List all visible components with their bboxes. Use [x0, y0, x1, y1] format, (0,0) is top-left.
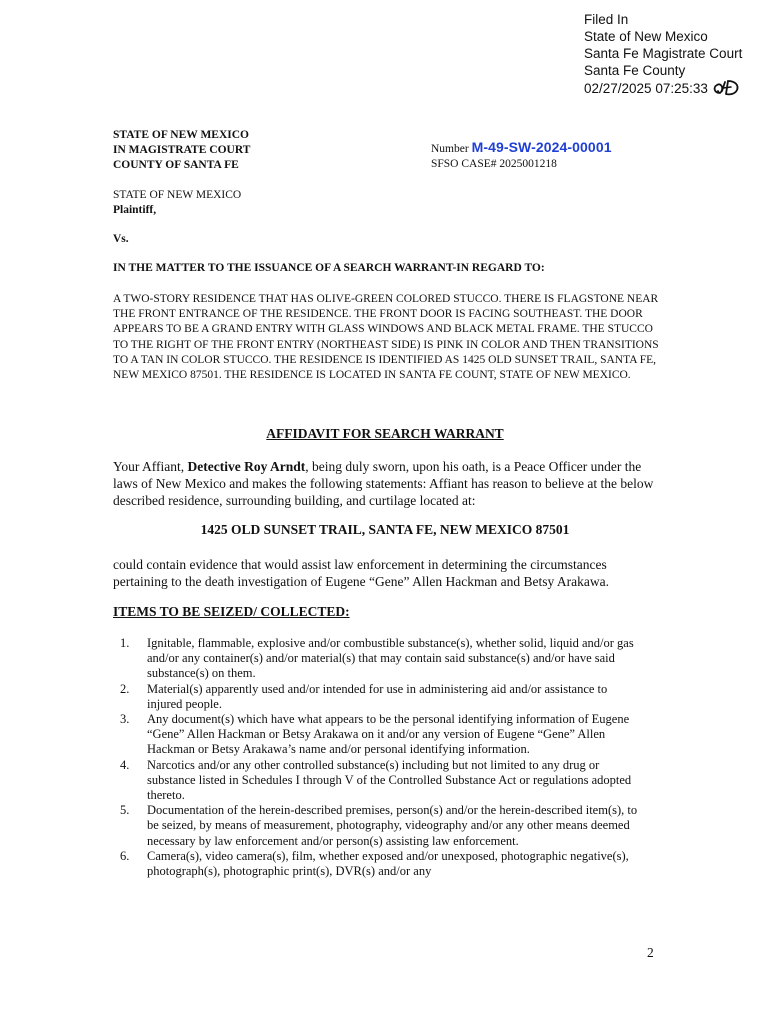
- affidavit-title: [0, 426, 770, 442]
- stamp-line: State of New Mexico: [584, 29, 708, 44]
- intro-after: , being duly sworn, upon his oath, is a Peace Officer under the laws of New Mexico and makes the following statements: Affiant has reason to believe at the below described residence, surrounding building, and curtilage located at:: [113, 459, 654, 508]
- case-number-value: M-49-SW-2024-00001: [471, 139, 612, 155]
- item-text: Material(s) apparently used and/or intended for use in administering aid and/or assistance to injured people.: [147, 681, 608, 711]
- item-number: 4.: [120, 757, 130, 772]
- court-line: IN MAGISTRATE COURT: [113, 144, 251, 156]
- list-item: [120, 682, 640, 712]
- stamp-line: Filed In: [584, 12, 629, 27]
- case-number-block: [431, 140, 612, 172]
- item-number: 3.: [120, 712, 130, 727]
- items-heading: ITEMS TO BE SEIZED/ COLLECTED:: [113, 604, 350, 619]
- stamp-timestamp: [584, 79, 742, 100]
- property-address: 1425 OLD SUNSET TRAIL, SANTA FE, NEW MEXICO 87501: [200, 522, 570, 537]
- list-item: [120, 803, 640, 849]
- page-number: 2: [647, 945, 654, 960]
- item-number: 1.: [120, 636, 130, 650]
- intro-before: Your Affiant,: [113, 459, 188, 474]
- item-text: Camera(s), video camera(s), film, whether exposed and/or unexposed, photographic negative(s), photograph(s), photographic print(s), DVR(s) and/or any: [147, 848, 629, 879]
- list-item: [120, 849, 640, 879]
- party-state: STATE OF NEW MEXICO: [113, 189, 242, 201]
- items-list: [120, 636, 640, 879]
- affiant-intro: [113, 458, 658, 509]
- item-text: Ignitable, flammable, explosive and/or combustible substance(s), whether solid, liquid and/or gas and/or any container(s) and/or material(s) that may contain said substance(s) and/or have said substance(s) on them.: [147, 636, 634, 681]
- party-plaintiff: Plaintiff,: [113, 204, 157, 216]
- item-number: 5.: [120, 803, 130, 818]
- list-item: [120, 712, 640, 758]
- stamp-line: Santa Fe County: [584, 63, 686, 78]
- court-caption: [113, 128, 250, 173]
- evidence-statement: could contain evidence that would assist law enforcement in determining the circumstances pertaining to the death investigation of Eugene “Gene” Allen Hackman and Betsy Arakawa.: [113, 557, 609, 589]
- court-line: COUNTY OF SANTA FE: [113, 159, 239, 171]
- sfso-case-number: SFSO CASE# 2025001218: [431, 158, 557, 170]
- court-line: STATE OF NEW MEXICO: [113, 129, 249, 141]
- affiant-name: Detective Roy Arndt: [187, 459, 306, 474]
- list-item: [120, 758, 640, 804]
- item-number: 2.: [120, 681, 130, 696]
- matter-title: IN THE MATTER TO THE ISSUANCE OF A SEARCH WARRANT-IN REGARD TO:: [113, 262, 545, 274]
- item-text: Narcotics and/or any other controlled substance(s) including but not limited to any drug or substance listed in Schedules I through V of the Controlled Substance Act or regulations adopted thereto.: [147, 757, 632, 803]
- list-item: [120, 636, 640, 682]
- residence-description: A TWO-STORY RESIDENCE THAT HAS OLIVE-GREEN COLORED STUCCO. THERE IS FLAGSTONE NEAR THE FRONT ENTRANCE OF THE RESIDENCE. THE FRONT DOOR IS FACING SOUTHEAST. THE DOOR APPEARS TO BE A GRAND ENTRY WITH GLASS WINDOWS AND BLACK METAL FRAME. THE STUCCO TO THE RIGHT OF THE FRONT ENTRY (NORTHEAST SIDE) IS PINK IN COLOR AND THEN TRANSITIONS TO A TAN IN COLOR STUCCO. THE RESIDENCE IS IDENTIFIED AS 1425 OLD SUNSET TRAIL, SANTA FE, NEW MEXICO 87501. THE RESIDENCE IS LOCATED IN SANTA FE COUNT, STATE OF NEW MEXICO.: [113, 293, 659, 382]
- affidavit-title-text: AFFIDAVIT FOR SEARCH WARRANT: [266, 426, 504, 441]
- party-block: [113, 188, 241, 218]
- item-text: Any document(s) which have what appears to be the personal identifying information of Eugene “Gene” Allen Hackman or Betsy Arakawa on it and/or any version of Eugene “Gene” Allen Hackman or Betsy Arakawa’s name and/or personal identifying information.: [147, 712, 630, 757]
- clerk-initials-signature: [711, 79, 741, 100]
- versus-label: Vs.: [113, 233, 129, 245]
- case-number-label: Number: [431, 143, 469, 155]
- stamp-datetime: 02/27/2025 07:25:33: [584, 81, 708, 96]
- item-text: Documentation of the herein-described premises, person(s) and/or the herein-described item(s), to be seized, by means of measurement, photography, videography and/or any other means deemed necessary by law enforcement and/or person(s) assisting law enforcement.: [147, 803, 638, 848]
- stamp-line: Santa Fe Magistrate Court: [584, 46, 743, 61]
- filing-stamp: [584, 11, 742, 100]
- item-number: 6.: [120, 848, 130, 863]
